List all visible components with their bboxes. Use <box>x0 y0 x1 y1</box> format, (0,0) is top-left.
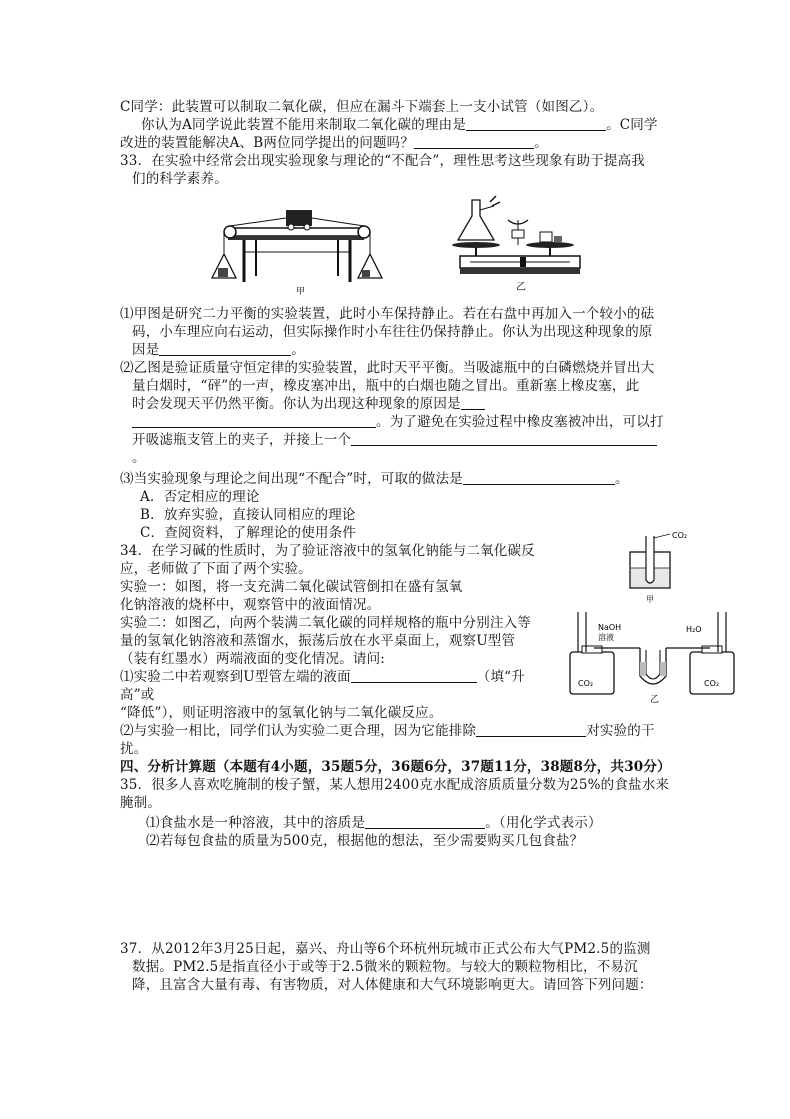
q34-q2-line2: 扰。 <box>120 741 148 757</box>
answer-blank-q33-2b[interactable] <box>132 413 376 428</box>
answer-blank-q33-3[interactable] <box>463 470 615 485</box>
q34-q2-line1: ⑵与实验一相比，同学们认为实验二更合理，因为它能排除 对实验的干 <box>120 723 655 739</box>
q33-p1-line1: ⑴甲图是研究二力平衡的实验装置，此时小车保持静止。若在右盘中再加入一个较小的砝 <box>120 306 655 322</box>
q34-line2: 应，老师做了下面了两个实验。 <box>120 561 312 577</box>
q37-line1: 37．从2012年3月25日起，嘉兴、舟山等6个环杭州玩城市正式公布大气PM2.5的监测 <box>120 941 651 957</box>
q33-p2-line5: 开吸滤瓶支管上的夹子，并接上一个 <box>132 431 657 449</box>
figure-label-solution: 溶液 <box>598 633 614 642</box>
q34-line4: 化钠溶液的烧杯中，观察管中的液面情况。 <box>120 597 381 613</box>
q33-option-a[interactable]: A．否定相应的理论 <box>140 489 260 505</box>
figure-two-bottles-u-tube <box>562 606 742 706</box>
q33-p2-line6: 。 <box>132 450 146 466</box>
q35-q1: ⑴食盐水是一种溶液，其中的溶质是 。（用化学式表示） <box>146 815 602 831</box>
figure-label-yi: 乙 <box>516 282 526 293</box>
q33-intro1: 33．在实验中经常会出现实验现象与理论的“不配合”，理性思考这些现象有助于提高我 <box>120 153 645 169</box>
answer-blank-q34-2[interactable] <box>476 722 586 737</box>
q33-intro2: 们的科学素养。 <box>132 171 228 187</box>
figure-mass-balance <box>450 190 590 295</box>
q35-line1: 35．很多人喜欢吃腌制的梭子蟹，某人想用2400克水配成溶质质量分数为25%的食盐水来 <box>120 777 670 793</box>
q33-p1-line2: 码，小车理应向右运动，但实际操作时小车往往仍保持静止。你认为出现这种现象的原 <box>132 324 653 340</box>
q34-q1-line2: 高”或 <box>120 687 155 703</box>
answer-blank-q32-reason[interactable] <box>466 116 606 131</box>
figure-label-co2-left: CO₂ <box>578 679 594 688</box>
section-4-header: 四、分析计算题（本题有4小题，35题5分，36题6分，37题11分，38题8分，共30分） <box>120 759 671 775</box>
answer-blank-q32-improve[interactable] <box>414 134 534 149</box>
q32-line2: 改进的装置能解决A、B两位同学提出的问题吗？ 。 <box>120 135 548 151</box>
figure-label-naoh: NaOH <box>598 623 622 632</box>
q34-line5: 实验二：如图乙，向两个装满二氧化碳的同样规格的瓶中分别注入等 <box>120 615 531 631</box>
figure-label-jia-34: 甲 <box>646 595 654 604</box>
figure-label-co2-right: CO₂ <box>704 679 720 688</box>
figure-label-h2o: H₂O <box>686 625 702 634</box>
q34-line1: 34．在学习碱的性质时，为了验证溶液中的氢氧化钠能与二氧化碳反 <box>120 543 535 559</box>
c-student-text: C同学：此装置可以制取二氧化碳，但应在漏斗下端套上一支小试管（如图乙）。 <box>120 99 604 115</box>
q35-q2: ⑵若每包食盐的质量为500克，根据他的想法，至少需要购买几包食盐？ <box>146 833 584 849</box>
answer-blank-q33-1[interactable] <box>159 341 291 356</box>
answer-blank-q33-2c[interactable] <box>351 431 657 446</box>
figure-label-yi-34: 乙 <box>650 695 660 705</box>
q33-p2-line2: 量白烟时，“砰”的一声，橡皮塞冲出，瓶中的白烟也随之冒出。重新塞上橡皮塞，此 <box>132 378 640 394</box>
q34-line7: （装有红墨水）两端液面的变化情况。请问: <box>120 651 386 667</box>
q34-line3: 实验一：如图，将一支充满二氧化碳试管倒扣在盛有氢氧 <box>120 579 463 595</box>
figure-test-tube-beaker <box>622 530 702 610</box>
q32-line1: 你认为A同学说此装置不能用来制取二氧化碳的理由是 。C同学 <box>141 117 658 133</box>
figure-label-jia: 甲 <box>296 287 306 297</box>
q37-line2: 数据。PM2.5是指直径小于或等于2.5微米的颗粒物。与较大的颗粒物相比，不易沉 <box>132 959 638 975</box>
figure-two-force-apparatus <box>210 202 390 302</box>
q34-q1-line3: “降低”），则证明溶液中的氢氧化钠与二氧化碳反应。 <box>120 705 443 721</box>
answer-blank-q35-1[interactable] <box>365 814 485 829</box>
q33-p2-line4: 。为了避免在实验过程中橡皮塞被冲出，可以打 <box>132 413 664 431</box>
answer-blank-q33-2a[interactable] <box>461 395 485 410</box>
q33-p2-line1: ⑵乙图是验证质量守恒定律的实验装置，此时天平平衡。当吸滤瓶中的白磷燃烧并冒出大 <box>120 360 655 376</box>
figure-label-co2-top: CO₂ <box>672 531 688 540</box>
q33-p3: ⑶当实验现象与理论之间出现“不配合”时，可取的做法是 。 <box>120 471 629 487</box>
q33-option-b[interactable]: B．放弃实验，直接认同相应的理论 <box>140 507 356 523</box>
q34-line6: 量的氢氧化钠溶液和蒸馏水，振荡后放在水平桌面上，观察U型管 <box>120 633 516 649</box>
q33-option-c[interactable]: C．查阅资料，了解理论的使用条件 <box>140 525 357 541</box>
q35-line2: 腌制。 <box>120 795 162 811</box>
answer-blank-q34-1[interactable] <box>351 668 477 683</box>
q34-q1-line1: ⑴实验二中若观察到U型管左端的液面 （填“升 <box>120 669 525 685</box>
q33-p1-line3: 因是 。 <box>132 342 306 358</box>
q33-p2-line3: 时会发现天平仍然平衡。你认为出现这种现象的原因是 <box>132 395 485 413</box>
q37-line3: 降，且富含大量有毒、有害物质，对人体健康和大气环境影响更大。请回答下列问题： <box>132 977 653 993</box>
